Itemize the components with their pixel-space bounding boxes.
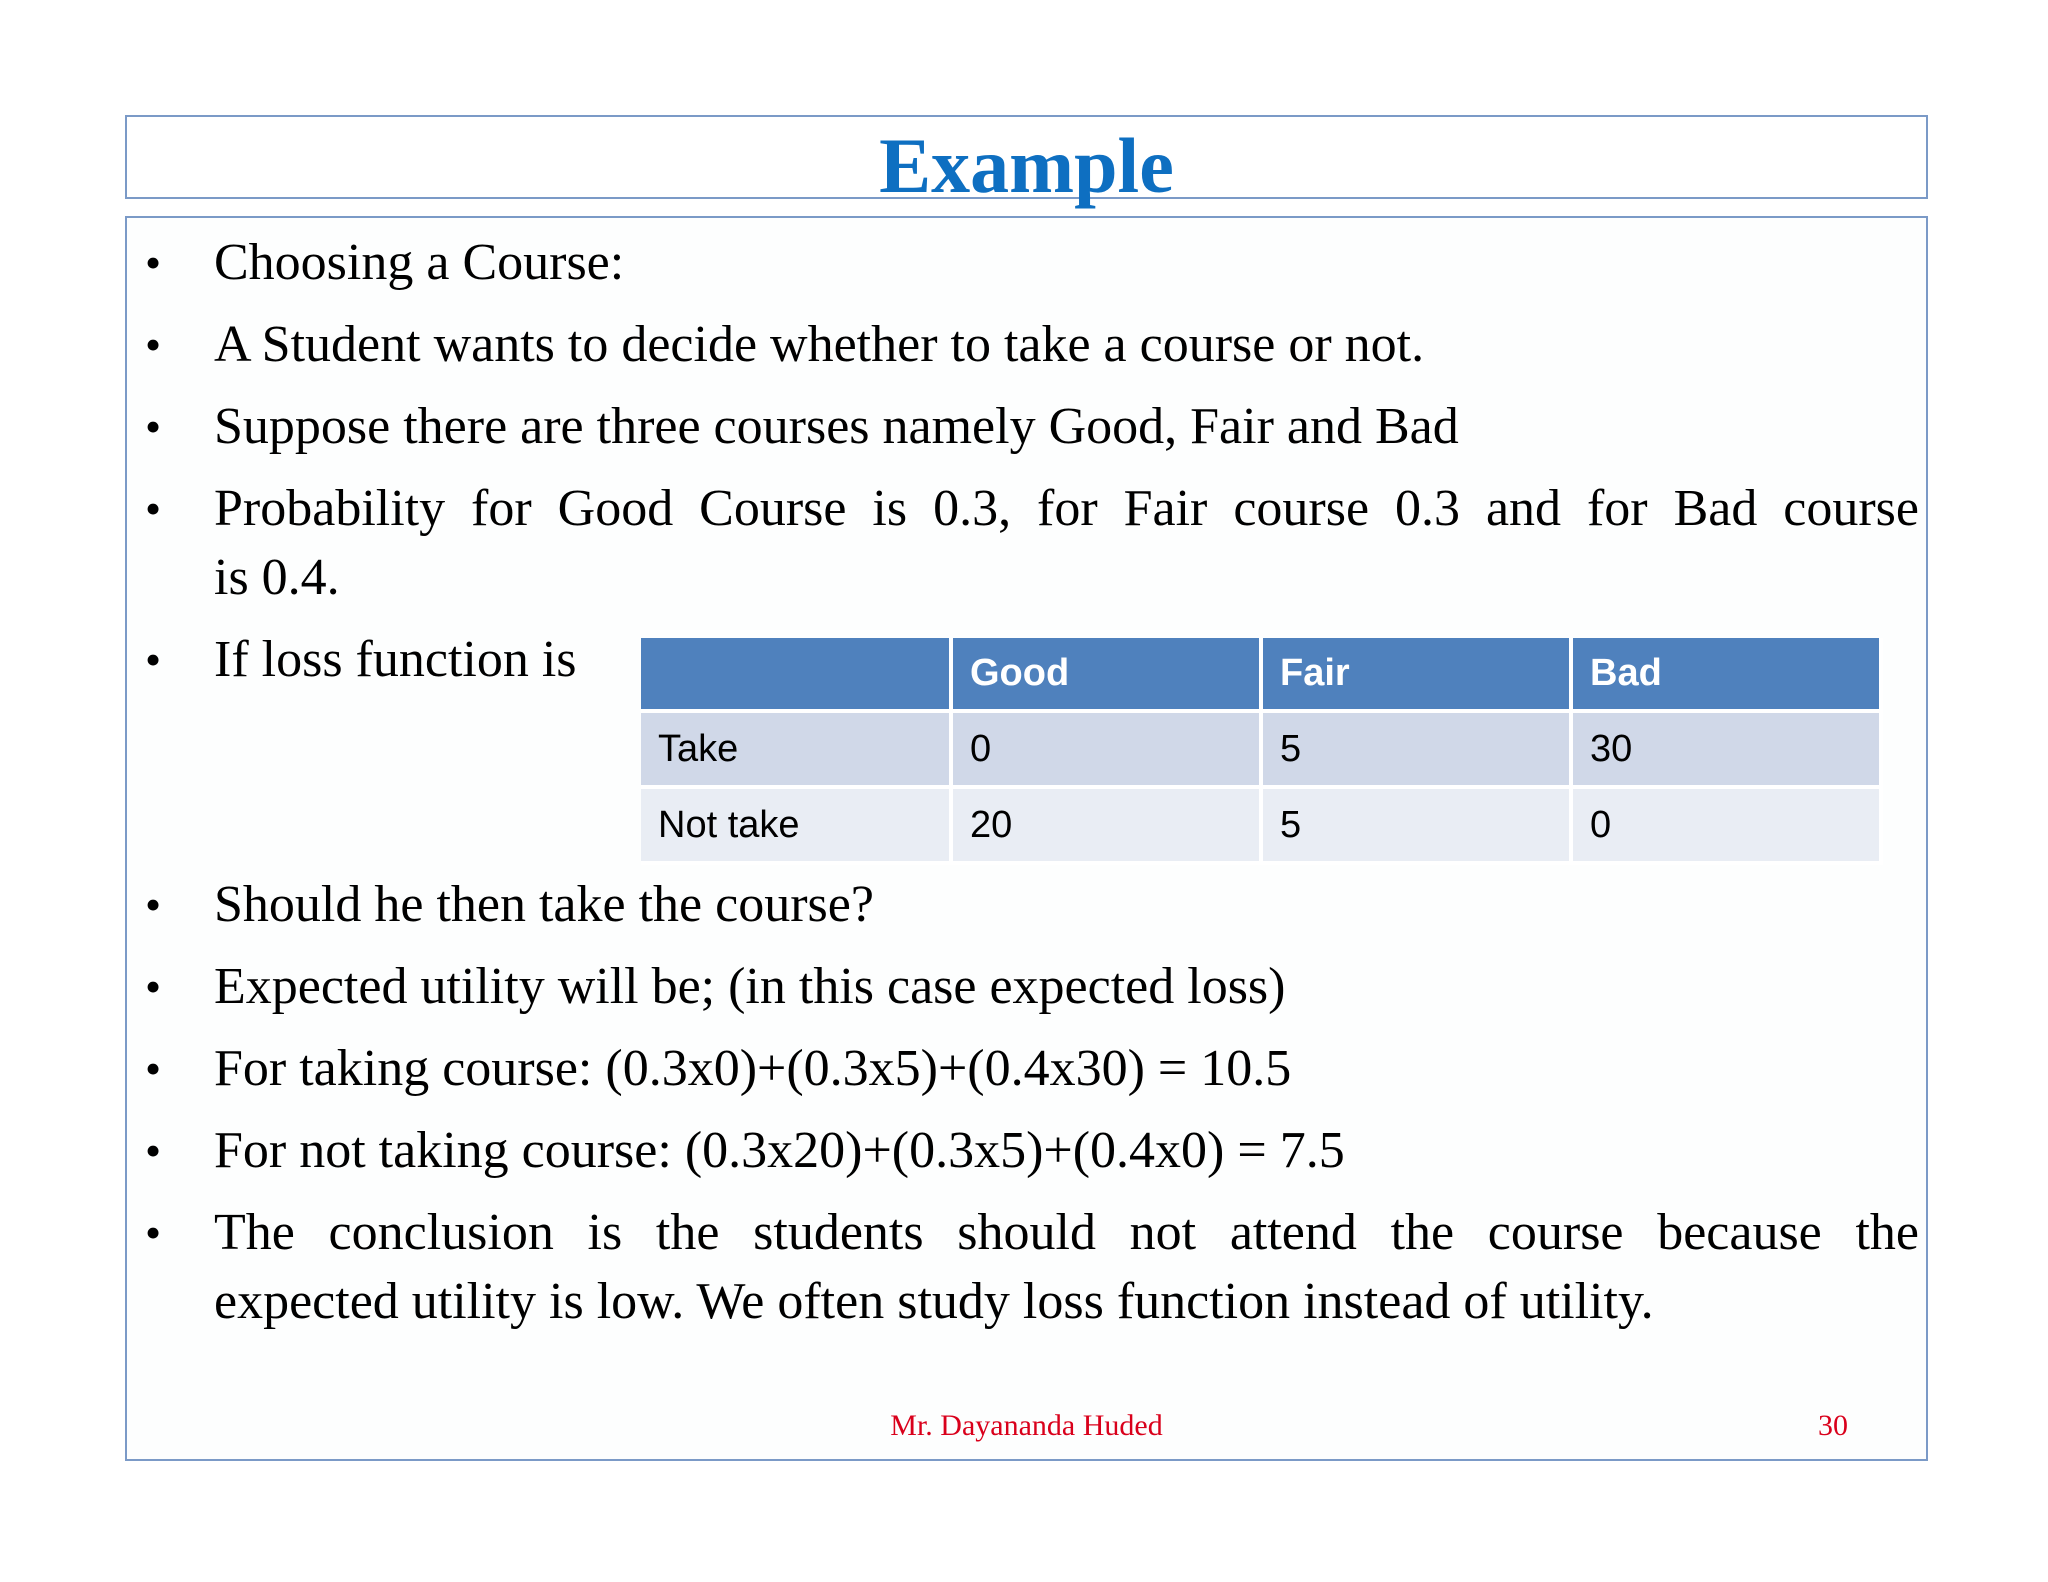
table-cell: 5 (1261, 787, 1571, 863)
bullet-icon: • (145, 237, 162, 288)
table-header-cell: Bad (1571, 638, 1881, 711)
bullet-text: For taking course: (0.3x0)+(0.3x5)+(0.4x30) = 10.5 (214, 1040, 1292, 1097)
table-header-cell (641, 638, 951, 711)
table-row (641, 787, 1881, 863)
table-cell: Not take (641, 787, 951, 863)
table-cell: 0 (1571, 787, 1881, 863)
bullet-icon: • (145, 1125, 162, 1176)
title-box (125, 115, 1928, 209)
bullet-text: Choosing a Course: (214, 234, 625, 291)
bullet-text: A Student wants to decide whether to take a course or not. (214, 316, 1425, 373)
bullet-icon: • (145, 961, 162, 1012)
bullet-icon: • (145, 634, 162, 685)
bullet-text: The conclusion is the students should not attend the course because the (214, 1204, 1919, 1261)
bullet-icon: • (145, 1043, 162, 1094)
bullet-text: If loss function is (214, 631, 577, 688)
bullet-icon: • (145, 879, 162, 930)
bullet-icon: • (145, 1207, 162, 1258)
table-cell: 20 (951, 787, 1261, 863)
bullet-text: Suppose there are three courses namely Good, Fair and Bad (214, 398, 1459, 455)
bullet-icon: • (145, 483, 162, 534)
bullet-text: Should he then take the course? (214, 876, 874, 933)
table-row (641, 711, 1881, 787)
page-number: 30 (1818, 1409, 1848, 1442)
content-box (125, 216, 1928, 1461)
footer-author: Mr. Dayananda Huded (890, 1409, 1163, 1442)
bullet-icon: • (145, 319, 162, 370)
bullet-text: For not taking course: (0.3x20)+(0.3x5)+(0.4x0) = 7.5 (214, 1122, 1345, 1179)
bullet-text: Expected utility will be; (in this case expected loss) (214, 958, 1286, 1015)
bullet-text: expected utility is low. We often study loss function instead of utility. (214, 1273, 1654, 1330)
table-cell: 30 (1571, 711, 1881, 787)
slide-title: Example (879, 122, 1174, 209)
table-cell: 0 (951, 711, 1261, 787)
bullet-text: Probability for Good Course is 0.3, for Fair course 0.3 and for Bad course (214, 480, 1919, 537)
bullet-icon: • (145, 401, 162, 452)
table-header-cell: Fair (1261, 638, 1571, 711)
bullet-text: is 0.4. (214, 549, 340, 606)
table-header-row (641, 638, 1881, 711)
table-cell: 5 (1261, 711, 1571, 787)
table-header-cell: Good (951, 638, 1261, 711)
table-cell: Take (641, 711, 951, 787)
loss-function-table (641, 638, 1883, 865)
